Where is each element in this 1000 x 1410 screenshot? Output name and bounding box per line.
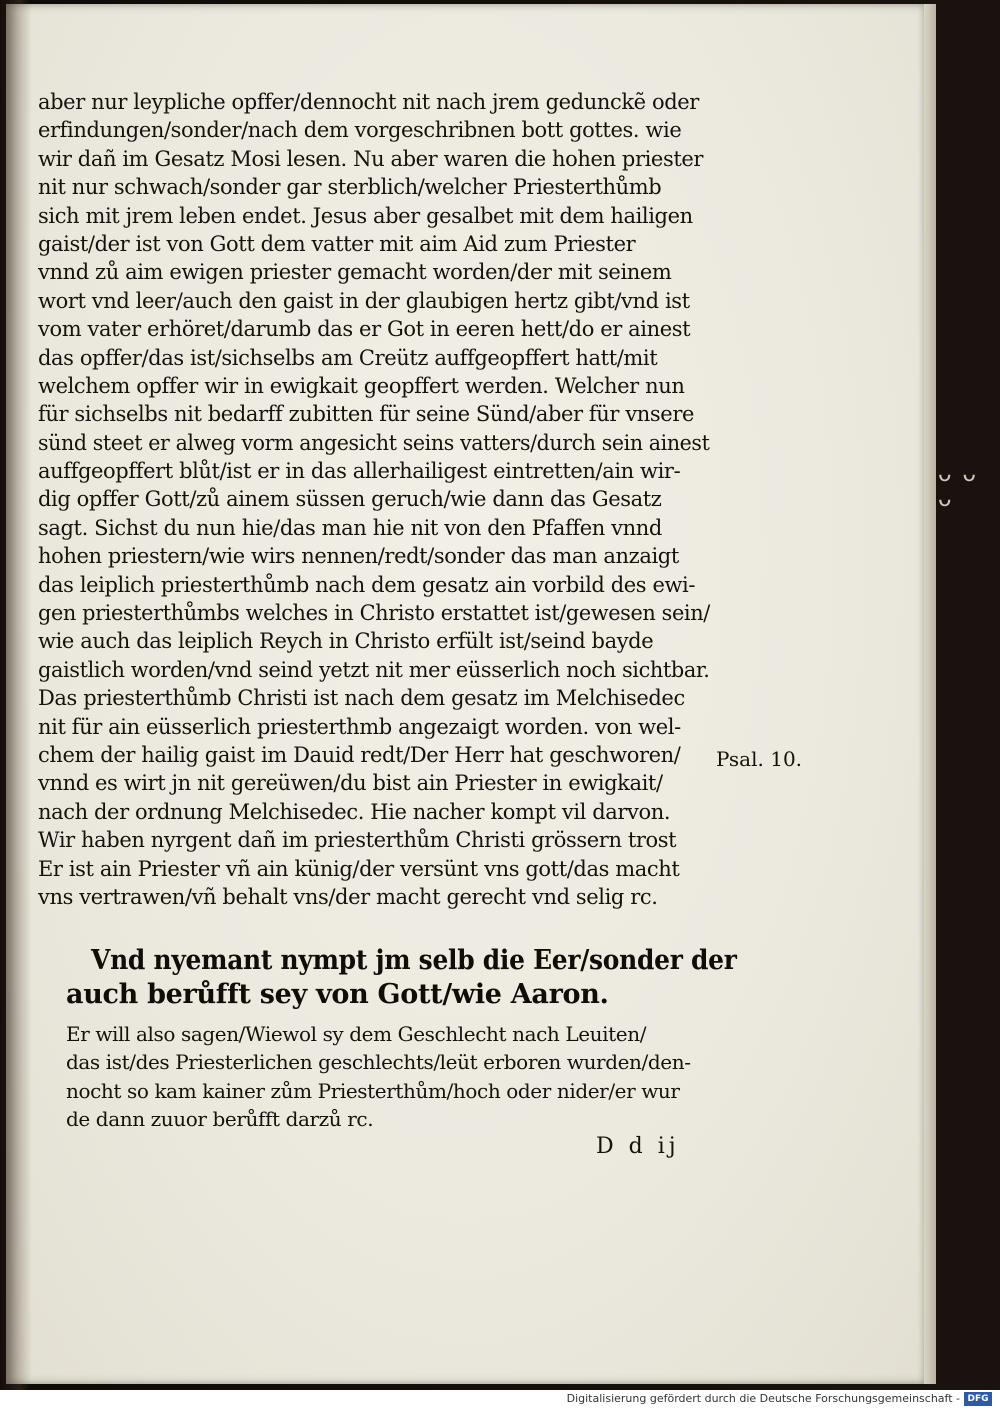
page-edge <box>924 4 936 1384</box>
text-line: wir dañ im Gesatz Mosi lesen. Nu aber waren die hohen priester <box>38 146 704 171</box>
gutter-shadow <box>6 4 32 1384</box>
commentary-paragraph <box>66 1020 716 1134</box>
text-line: Das priesterthůmb Christi ist nach dem gesatz im Melchisedec <box>38 686 685 711</box>
text-line: aber nur leypliche opffer/dennocht nit nach jrem gedunckẽ oder <box>38 90 699 114</box>
text-line: erfindungen/sonder/nach dem vorgeschribnen bott gottes. wie <box>38 118 682 143</box>
text-line: wie auch das leiplich Reych in Christo erfült ist/seind bayde <box>38 629 654 654</box>
text-line: welchem opffer wir in ewigkait geopffert werden. Welcher nun <box>38 373 685 398</box>
text-line: nocht so kam kainer zům Priesterthům/hoch oder nider/er wur <box>66 1078 680 1103</box>
text-line: dig opffer Gott/zů ainem süssen geruch/wie dann das Gesatz <box>38 487 662 512</box>
text-line: gaist/der ist von Gott dem vatter mit aim Aid zum Priester <box>38 231 636 256</box>
section-heading <box>66 944 737 1012</box>
text-line: vnnd zů aim ewigen priester gemacht worden/der mit seinem <box>38 260 672 285</box>
text-line: nit nur schwach/sonder gar sterblich/welcher Priesterthůmb <box>38 175 662 200</box>
text-line: das opffer/das ist/sichselbs am Creütz auffgeopffert hatt/mit <box>38 345 658 370</box>
footer-credit: Digitalisierung gefördert durch die Deutsche Forschungsgemeinschaft - <box>566 1392 960 1405</box>
text-line: das ist/des Priesterlichen geschlechts/leüt erboren wurden/den- <box>66 1050 691 1075</box>
edge-marks: ᴗ ᴗ ᴗ <box>938 462 978 512</box>
main-text-block <box>38 88 710 911</box>
text-line: gen priesterthůmbs welches in Christo erstattet ist/gewesen sein/ <box>38 601 710 626</box>
text-line: chem der hailig gaist im Dauid redt/Der Herr hat geschworen/ <box>38 742 681 767</box>
text-line: wort vnd leer/auch den gaist in der glaubigen hertz gibt/vnd ist <box>38 288 690 313</box>
text-line: nit für ain eüsserlich priesterthmb angezaigt worden. von wel- <box>38 714 681 739</box>
footer-bar <box>0 1390 1000 1410</box>
text-line: Er will also sagen/Wiewol sy dem Geschlecht nach Leuiten/ <box>66 1022 647 1046</box>
text-line: Wir haben nyrgent dañ im priesterthům Christi grössern trost <box>38 828 677 853</box>
heading-line: auch berůfft sey von Gott/wie Aaron. <box>66 979 609 1010</box>
text-line: vnnd es wirt jn nit gereüwen/du bist ain Priester in ewigkait/ <box>38 771 663 796</box>
text-line: das leiplich priesterthůmb nach dem gesatz ain vorbild des ewi- <box>38 572 696 597</box>
heading-line: Vnd nyemant nympt jm selb die Eer/sonder der <box>91 945 737 976</box>
text-line: gaistlich worden/vnd seind yetzt nit mer eüsserlich noch sichtbar. <box>38 657 710 682</box>
text-line: nach der ordnung Melchisedec. Hie nacher kompt vil darvon. <box>38 799 671 824</box>
text-line: sünd steet er alweg vorm angesicht seins vatters/durch sein ainest <box>38 430 710 455</box>
text-line: auffgeopffert blůt/ist er in das allerhailigest eintretten/ain wir- <box>38 459 681 484</box>
signature-mark: D d ij <box>596 1134 680 1159</box>
text-line: vom vater erhöret/darumb das er Got in eeren hett/do er ainest <box>38 317 691 342</box>
text-line: hohen priestern/wie wirs nennen/redt/sonder das man anzaigt <box>38 544 679 569</box>
marginal-note: Psal. 10. <box>716 747 803 771</box>
dfg-logo[interactable]: DFG <box>964 1392 992 1406</box>
text-line: vns vertrawen/vñ behalt vns/der macht gerecht vnd selig rc. <box>38 884 658 909</box>
text-line: sagt. Sichst du nun hie/das man hie nit von den Pfaffen vnnd <box>38 515 662 540</box>
text-line: de dann zuuor berůfft darzů rc. <box>66 1107 374 1132</box>
text-line: Er ist ain Priester vñ ain künig/der versünt vns gott/das macht <box>38 856 680 881</box>
text-line: sich mit jrem leben endet. Jesus aber gesalbet mit dem hailigen <box>38 203 693 228</box>
text-line: für sichselbs nit bedarff zubitten für seine Sünd/aber für vnsere <box>38 402 694 427</box>
